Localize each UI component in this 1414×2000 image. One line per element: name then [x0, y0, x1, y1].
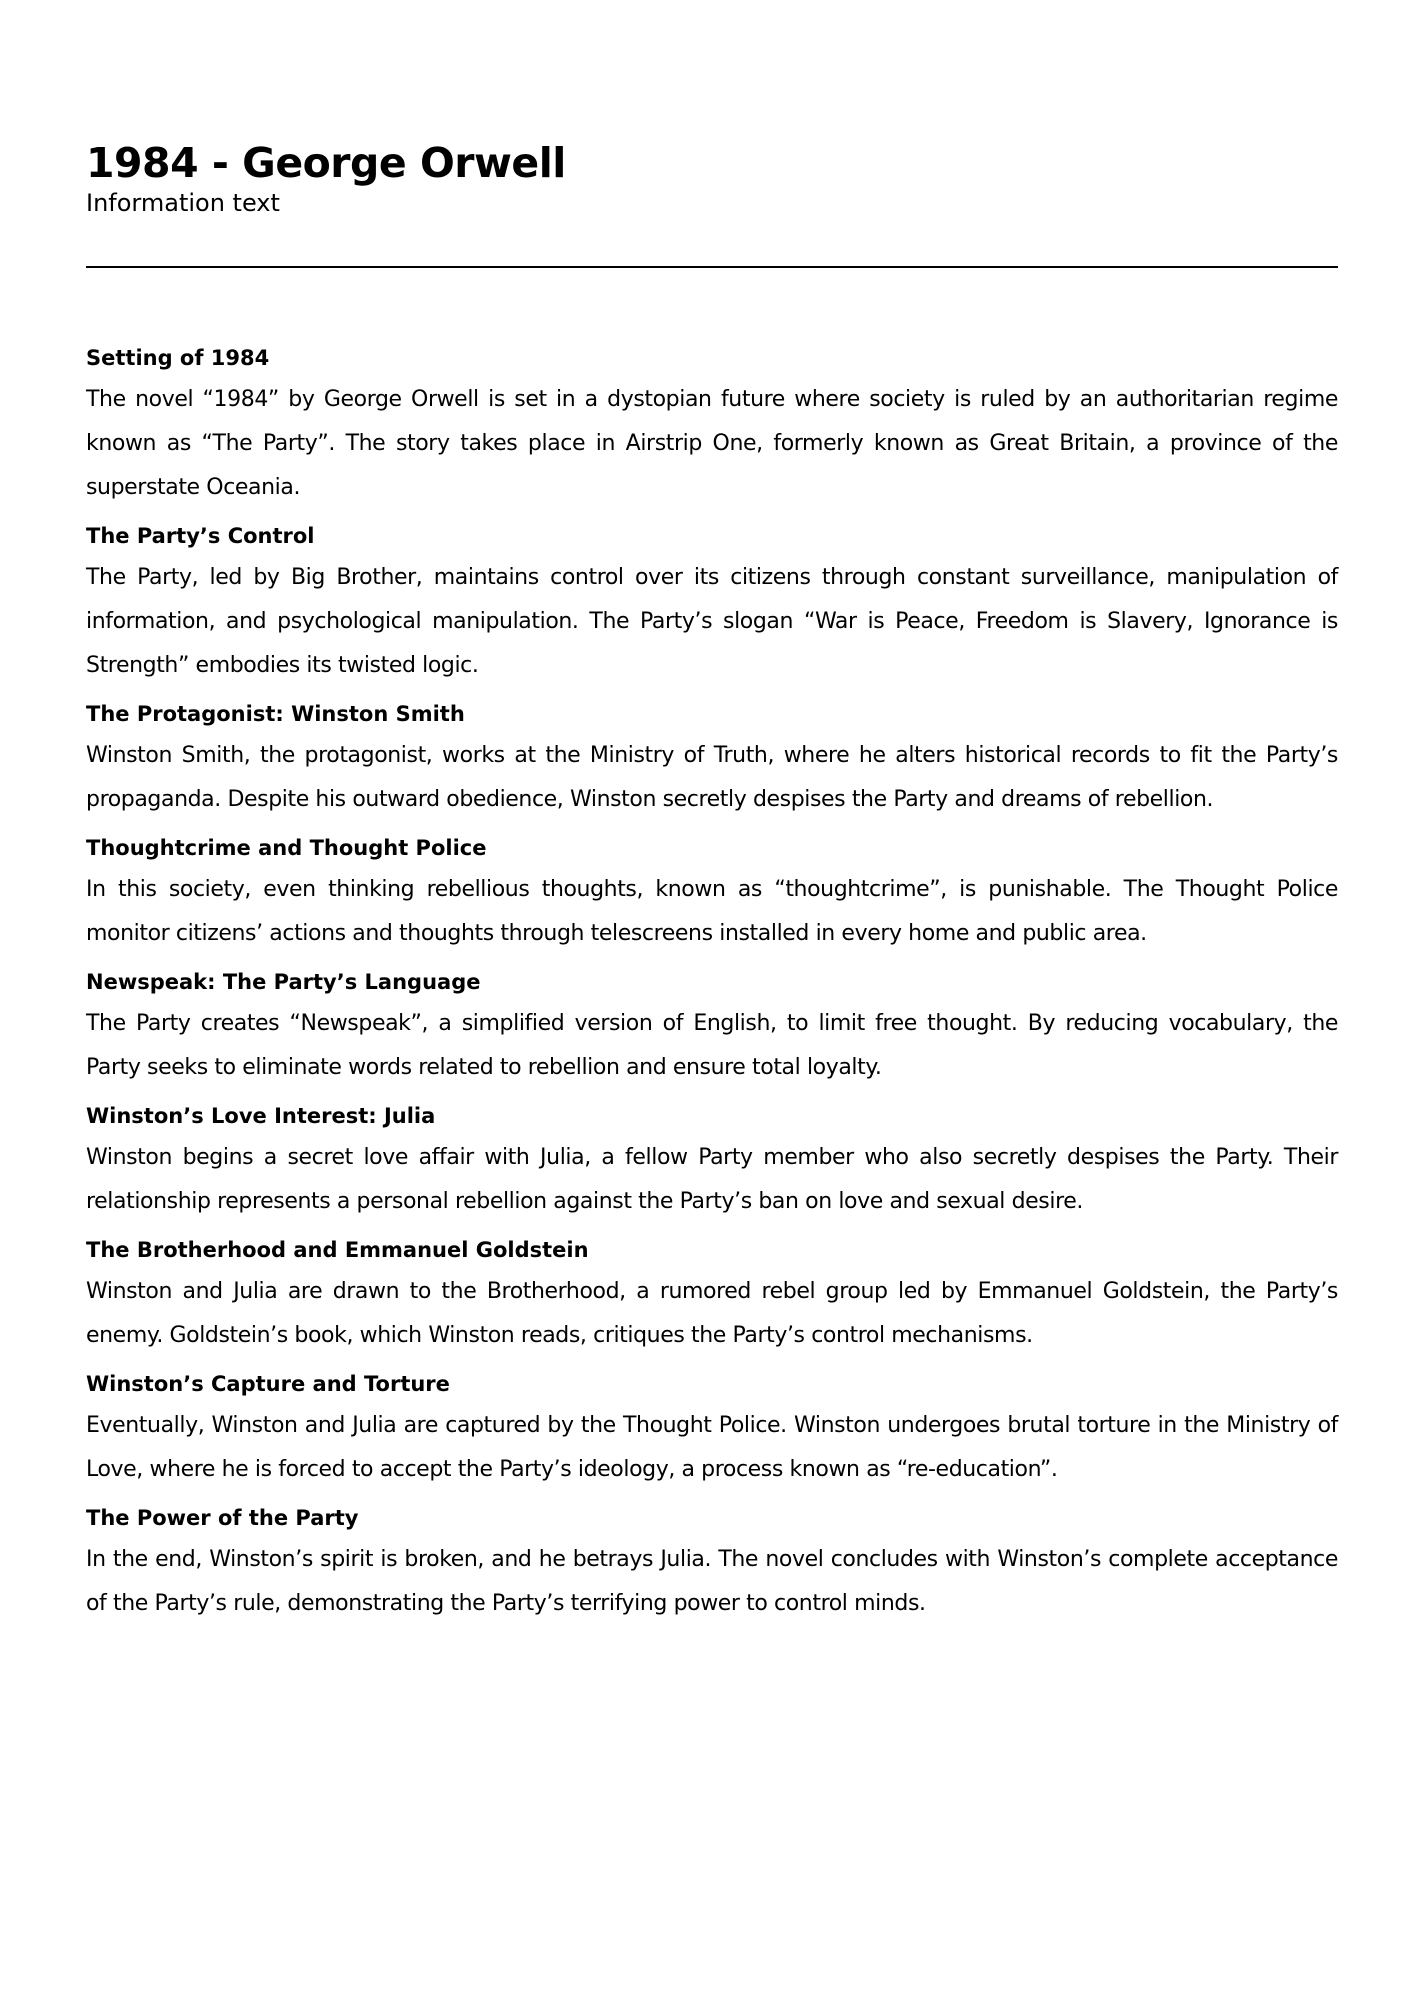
section-heading: The Brotherhood and Emmanuel Goldstein	[86, 1238, 589, 1262]
section-brotherhood	[86, 1236, 1338, 1358]
section-heading: Winston’s Love Interest: Julia	[86, 1104, 436, 1128]
section-julia	[86, 1102, 1338, 1224]
section-power	[86, 1504, 1338, 1626]
section-body: In this society, even thinking rebellious thoughts, known as “thoughtcrime”, is punishable. The Thought Police monitor citizens’ actions and thoughts through telescreens installed in every home and public area.	[86, 877, 1338, 946]
section-heading: Setting of 1984	[86, 346, 270, 370]
section-heading: The Party’s Control	[86, 524, 315, 548]
section-body: The Party creates “Newspeak”, a simplified version of English, to limit free thought. By reducing vocabulary, the Party seeks to eliminate words related to rebellion and ensure total loyalty.	[86, 1011, 1338, 1080]
section-heading: Winston’s Capture and Torture	[86, 1372, 450, 1396]
sections-list	[86, 344, 1338, 1626]
section-body: The novel “1984” by George Orwell is set in a dystopian future where society is ruled by an authoritarian regime known as “The Party”. The story takes place in Airstrip One, formerly known as Great Britain, a province of the superstate Oceania.	[86, 387, 1338, 500]
section-body: Winston Smith, the protagonist, works at the Ministry of Truth, where he alters historical records to fit the Party’s propaganda. Despite his outward obedience, Winston secretly despises the Party and dreams of rebellion.	[86, 743, 1338, 812]
section-party-control	[86, 522, 1338, 688]
section-protagonist	[86, 700, 1338, 822]
page-title: 1984 - George Orwell	[86, 139, 566, 187]
section-body: Winston and Julia are drawn to the Brotherhood, a rumored rebel group led by Emmanuel Goldstein, the Party’s enemy. Goldstein’s book, which Winston reads, critiques the Party’s control mechanisms.	[86, 1279, 1338, 1348]
section-heading: The Protagonist: Winston Smith	[86, 702, 465, 726]
section-body: The Party, led by Big Brother, maintains control over its citizens through constant surveillance, manipulation of information, and psychological manipulation. The Party’s slogan “War is Peace, Freedom is Slavery, Ignorance is Strength” embodies its twisted logic.	[86, 565, 1338, 678]
section-body: Winston begins a secret love affair with Julia, a fellow Party member who also secretly despises the Party. Their relationship represents a personal rebellion against the Party’s ban on love and sexual desire.	[86, 1145, 1338, 1214]
section-body: Eventually, Winston and Julia are captured by the Thought Police. Winston undergoes brutal torture in the Ministry of Love, where he is forced to accept the Party’s ideology, a process known as “re-education”.	[86, 1413, 1338, 1482]
section-setting	[86, 344, 1338, 510]
section-thoughtcrime	[86, 834, 1338, 956]
title-divider	[86, 266, 1338, 268]
section-capture	[86, 1370, 1338, 1492]
section-body: In the end, Winston’s spirit is broken, and he betrays Julia. The novel concludes with Winston’s complete acceptance of the Party’s rule, demonstrating the Party’s terrifying power to control minds.	[86, 1547, 1338, 1616]
section-heading: The Power of the Party	[86, 1506, 359, 1530]
page-subtitle: Information text	[86, 189, 280, 217]
section-newspeak	[86, 968, 1338, 1090]
document-page	[86, 138, 1338, 1638]
section-heading: Thoughtcrime and Thought Police	[86, 836, 487, 860]
section-heading: Newspeak: The Party’s Language	[86, 970, 481, 994]
